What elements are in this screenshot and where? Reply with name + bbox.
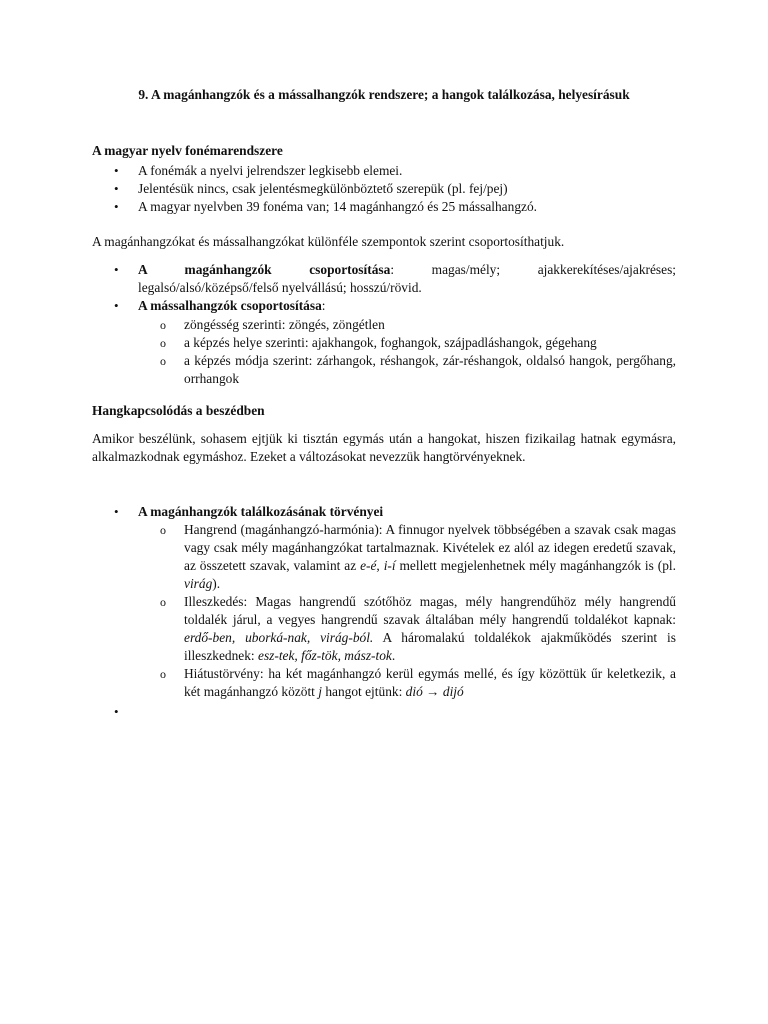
phoneme-list: [92, 162, 676, 216]
grouping-paragraph: A magánhangzókat és mássalhangzókat különféle szempontok szerint csoportosíthatjuk.: [92, 234, 565, 249]
list-item-consonants: • A mássalhangzók csoportosítása:: [114, 298, 326, 313]
laws-label: A magánhangzók találkozásának törvényei: [138, 504, 384, 519]
sound-connection-paragraph: Amikor beszélünk, sohasem ejtjük ki tisztán egymás után a hangokat, hiszen fizikailag hatnak egymásra, alkalmazkodnak egymáshoz. Ezeket a változásokat nevezzük hangtörvényeknek.: [92, 431, 676, 464]
arrow-icon: →: [422, 684, 443, 699]
circle-bullet-icon: o: [160, 667, 166, 681]
circle-bullet-icon: o: [160, 336, 166, 350]
circle-bullet-icon: o: [160, 523, 166, 537]
section-heading: Hangkapcsolódás a beszédben: [92, 403, 265, 418]
consonants-label: A mássalhangzók csoportosítása: [138, 298, 322, 313]
bullet-icon: •: [114, 504, 119, 519]
list-item: • A fonémák a nyelvi jelrendszer legkisebb elemei.: [114, 163, 403, 178]
bullet-icon: •: [114, 298, 119, 313]
section-heading: A magyar nyelv fonémarendszere: [92, 143, 283, 158]
sub-list-item-illeszkedes: o Illeszkedés: Magas hangrendű szótőhöz magas, mély hangrendűhöz mély hangrendű toldalék járul, a vegyes hangrendű szavak általában mély hangrendű toldalékot kapnak: erdő-ben, uborká-nak, virág-ból. A háromalakú toldalékok ajakműködés szerint is illeszkednek: esz-tek, főz-tök, mász-tok.: [160, 594, 676, 663]
sub-list-item-hiatus: o Hiátustörvény: ha két magánhangzó kerül egymás mellé, és így közöttük űr keletkezik, a két magánhangzó között j hangot ejtünk: dió → dijó: [160, 666, 676, 699]
laws-list: [92, 503, 676, 721]
bullet-icon: •: [114, 163, 119, 178]
section-sound-connection: [92, 402, 676, 466]
bullet-icon: •: [114, 199, 119, 214]
section-vowel-laws: [92, 503, 676, 721]
sub-list-item: o zöngésség szerinti: zöngés, zöngétlen: [160, 317, 385, 332]
sub-list-item: o a képzés módja szerint: zárhangok, réshangok, zár-réshangok, oldalsó hangok, pergőhang, orrhangok: [160, 353, 676, 386]
section-phoneme-system: [92, 142, 676, 216]
empty-list-item: [92, 703, 676, 721]
vowels-label: A magánhangzók csoportosítása: [138, 262, 391, 277]
bullet-icon: •: [114, 704, 119, 719]
sub-list-item-hangrend: o Hangrend (magánhangzó-harmónia): A finnugor nyelvek többségében a szavak csak magas vagy csak mély magánhangzókat tartalmaznak. Kivételek ez alól az idegen eredetű szavak, az összetett szavak, valamint az e-é, i-í mellett megjelenhetnek mély magánhangzók is (pl. virág).: [160, 522, 676, 591]
circle-bullet-icon: o: [160, 354, 166, 368]
sub-list-item: o a képzés helye szerinti: ajakhangok, foghangok, szájpadláshangok, gégehang: [160, 335, 597, 350]
grouping-list: [92, 261, 676, 388]
circle-bullet-icon: o: [160, 595, 166, 609]
page-title: 9. A magánhangzók és a mássalhangzók rendszere; a hangok találkozása, helyesírásuk: [138, 87, 630, 102]
list-item-vowels: • A magánhangzók csoportosítása: magas/mély; ajakkerekítéses/ajakréses; legalsó/alsó/középső/felső nyelvállású; hosszú/rövid.: [114, 262, 676, 295]
list-item-laws: [92, 503, 676, 521]
bullet-icon: •: [114, 181, 119, 196]
list-item: • A magyar nyelvben 39 fonéma van; 14 magánhangzó és 25 mássalhangzó.: [114, 199, 537, 214]
section-grouping: [92, 261, 676, 388]
bullet-icon: •: [114, 262, 119, 277]
circle-bullet-icon: o: [160, 318, 166, 332]
list-item: • Jelentésük nincs, csak jelentésmegkülönböztető szerepük (pl. fej/pej): [114, 181, 508, 196]
